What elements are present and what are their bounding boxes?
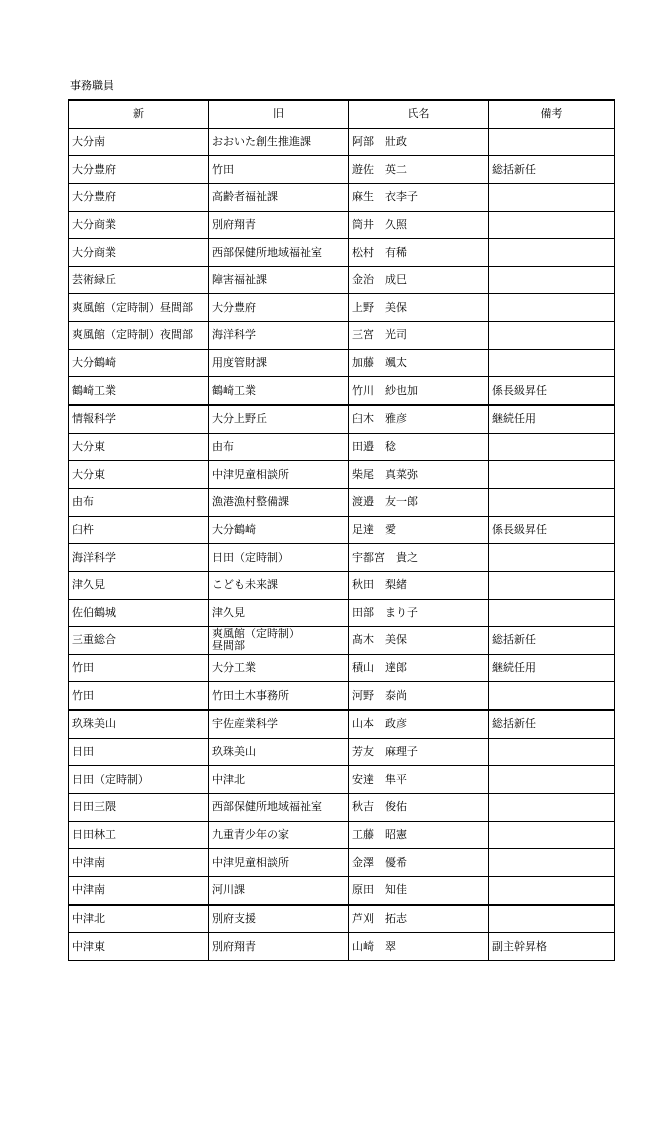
cell-new: 大分東: [69, 461, 209, 489]
table-row: [69, 599, 615, 627]
table-row: [69, 710, 615, 738]
cell-new: 日田林工: [69, 821, 209, 849]
table-body: [69, 128, 615, 960]
cell-new: 芸術緑丘: [69, 266, 209, 294]
table-row: [69, 876, 615, 904]
cell-old: 中津北: [209, 766, 349, 794]
cell-name: 積山 達郎: [349, 654, 489, 682]
cell-old: 竹田土木事務所: [209, 682, 349, 710]
cell-new: 玖珠美山: [69, 710, 209, 738]
cell-new: 大分豊府: [69, 156, 209, 184]
cell-new: 中津南: [69, 849, 209, 877]
cell-note: [489, 433, 615, 461]
cell-new: 日田（定時制）: [69, 766, 209, 794]
header-name: 氏名: [349, 100, 489, 128]
cell-old: 九重青少年の家: [209, 821, 349, 849]
cell-note: 総括新任: [489, 156, 615, 184]
table-row: [69, 266, 615, 294]
table-row: [69, 294, 615, 322]
cell-note: [489, 349, 615, 377]
cell-note: [489, 905, 615, 933]
cell-name: 金治 成巳: [349, 266, 489, 294]
cell-new: 鶴崎工業: [69, 377, 209, 405]
cell-note: [489, 266, 615, 294]
cell-new: 中津東: [69, 933, 209, 961]
table-row: [69, 183, 615, 211]
cell-note: [489, 322, 615, 350]
personnel-table: [68, 99, 615, 961]
table-row: [69, 627, 615, 655]
cell-new: 大分商業: [69, 239, 209, 267]
cell-old: こども未来課: [209, 571, 349, 599]
cell-old: 河川課: [209, 876, 349, 904]
cell-new: 大分豊府: [69, 183, 209, 211]
cell-old: 西部保健所地域福祉室: [209, 239, 349, 267]
cell-new: 由布: [69, 488, 209, 516]
cell-old: おおいた創生推進課: [209, 128, 349, 156]
cell-note: [489, 599, 615, 627]
cell-new: 臼杵: [69, 516, 209, 544]
cell-old: 鶴崎工業: [209, 377, 349, 405]
cell-name: 山崎 翠: [349, 933, 489, 961]
table-row: [69, 211, 615, 239]
cell-note: 係長級昇任: [489, 516, 615, 544]
cell-old: 海洋科学: [209, 322, 349, 350]
cell-old: 用度管財課: [209, 349, 349, 377]
cell-old: 別府翔青: [209, 933, 349, 961]
cell-name: 芳友 麻理子: [349, 738, 489, 766]
cell-new: 大分商業: [69, 211, 209, 239]
table-row: [69, 654, 615, 682]
cell-old: 大分工業: [209, 654, 349, 682]
cell-old: 爽風館（定時制） 昼間部: [209, 627, 349, 655]
table-row: [69, 849, 615, 877]
table-row: [69, 239, 615, 267]
table-row: [69, 433, 615, 461]
cell-note: [489, 294, 615, 322]
cell-name: 田邉 稔: [349, 433, 489, 461]
cell-old: 竹田: [209, 156, 349, 184]
table-row: [69, 821, 615, 849]
cell-old: 漁港漁村整備課: [209, 488, 349, 516]
cell-note: [489, 876, 615, 904]
cell-note: 総括新任: [489, 710, 615, 738]
cell-old: 津久見: [209, 599, 349, 627]
table-row: [69, 794, 615, 822]
cell-note: 副主幹昇格: [489, 933, 615, 961]
cell-old: 玖珠美山: [209, 738, 349, 766]
cell-old: 障害福祉課: [209, 266, 349, 294]
table-row: [69, 405, 615, 433]
table-row: [69, 377, 615, 405]
cell-name: 臼木 雅彦: [349, 405, 489, 433]
header-row: [69, 100, 615, 128]
cell-note: [489, 183, 615, 211]
cell-new: 中津北: [69, 905, 209, 933]
cell-name: 秋田 梨緒: [349, 571, 489, 599]
cell-name: 竹川 紗也加: [349, 377, 489, 405]
cell-note: [489, 211, 615, 239]
table-row: [69, 766, 615, 794]
cell-note: 総括新任: [489, 627, 615, 655]
cell-new: 日田: [69, 738, 209, 766]
cell-name: 足達 愛: [349, 516, 489, 544]
cell-note: [489, 571, 615, 599]
cell-name: 宇都宮 貴之: [349, 544, 489, 572]
cell-old: 中津児童相談所: [209, 461, 349, 489]
cell-note: [489, 738, 615, 766]
cell-name: 松村 有稀: [349, 239, 489, 267]
table-row: [69, 322, 615, 350]
cell-name: 三宮 光司: [349, 322, 489, 350]
cell-new: 三重総合: [69, 627, 209, 655]
cell-new: 爽風館（定時制）夜間部: [69, 322, 209, 350]
table-row: [69, 682, 615, 710]
cell-note: [489, 128, 615, 156]
cell-old: 西部保健所地域福祉室: [209, 794, 349, 822]
cell-old: 由布: [209, 433, 349, 461]
cell-note: [489, 544, 615, 572]
table-row: [69, 544, 615, 572]
cell-name: 原田 知佳: [349, 876, 489, 904]
cell-new: 中津南: [69, 876, 209, 904]
cell-new: 大分東: [69, 433, 209, 461]
cell-name: 田部 まり子: [349, 599, 489, 627]
cell-name: 筒井 久照: [349, 211, 489, 239]
cell-new: 大分鶴崎: [69, 349, 209, 377]
cell-new: 海洋科学: [69, 544, 209, 572]
cell-name: 麻生 衣李子: [349, 183, 489, 211]
cell-name: 上野 美保: [349, 294, 489, 322]
cell-name: 阿部 壯政: [349, 128, 489, 156]
cell-old: 大分上野丘: [209, 405, 349, 433]
cell-old: 別府支援: [209, 905, 349, 933]
cell-name: 河野 泰尚: [349, 682, 489, 710]
cell-name: 渡邉 友一郎: [349, 488, 489, 516]
cell-name: 山本 政彦: [349, 710, 489, 738]
cell-new: 大分南: [69, 128, 209, 156]
header-note: 備考: [489, 100, 615, 128]
cell-note: [489, 766, 615, 794]
cell-note: [489, 682, 615, 710]
cell-new: 爽風館（定時制）昼間部: [69, 294, 209, 322]
cell-old: 大分鶴崎: [209, 516, 349, 544]
cell-new: 竹田: [69, 654, 209, 682]
cell-note: [489, 821, 615, 849]
cell-note: [489, 488, 615, 516]
cell-note: [489, 849, 615, 877]
table-row: [69, 128, 615, 156]
cell-old: 別府翔青: [209, 211, 349, 239]
cell-name: 髙木 美保: [349, 627, 489, 655]
table-row: [69, 571, 615, 599]
cell-new: 津久見: [69, 571, 209, 599]
cell-note: 継続任用: [489, 654, 615, 682]
cell-old: 日田（定時制）: [209, 544, 349, 572]
cell-name: 遊佐 英二: [349, 156, 489, 184]
cell-note: [489, 461, 615, 489]
cell-note: 係長級昇任: [489, 377, 615, 405]
cell-new: 竹田: [69, 682, 209, 710]
table-row: [69, 905, 615, 933]
table-row: [69, 349, 615, 377]
cell-old: 高齢者福祉課: [209, 183, 349, 211]
section-title: 事務職員: [70, 79, 114, 92]
cell-note: [489, 239, 615, 267]
cell-name: 柴尾 真菜弥: [349, 461, 489, 489]
header-new: 新: [69, 100, 209, 128]
table-row: [69, 461, 615, 489]
cell-note: [489, 794, 615, 822]
table-row: [69, 488, 615, 516]
cell-new: 佐伯鶴城: [69, 599, 209, 627]
cell-new: 日田三隈: [69, 794, 209, 822]
table-row: [69, 516, 615, 544]
cell-old: 宇佐産業科学: [209, 710, 349, 738]
cell-name: 芦刈 拓志: [349, 905, 489, 933]
cell-new: 情報科学: [69, 405, 209, 433]
header-old: 旧: [209, 100, 349, 128]
cell-name: 秋吉 俊佑: [349, 794, 489, 822]
cell-name: 安達 隼平: [349, 766, 489, 794]
cell-note: 継続任用: [489, 405, 615, 433]
table-row: [69, 156, 615, 184]
cell-old: 中津児童相談所: [209, 849, 349, 877]
cell-name: 工藤 昭憲: [349, 821, 489, 849]
cell-name: 金澤 優希: [349, 849, 489, 877]
cell-name: 加藤 颯太: [349, 349, 489, 377]
table-row: [69, 738, 615, 766]
cell-old: 大分豊府: [209, 294, 349, 322]
table-row: [69, 933, 615, 961]
